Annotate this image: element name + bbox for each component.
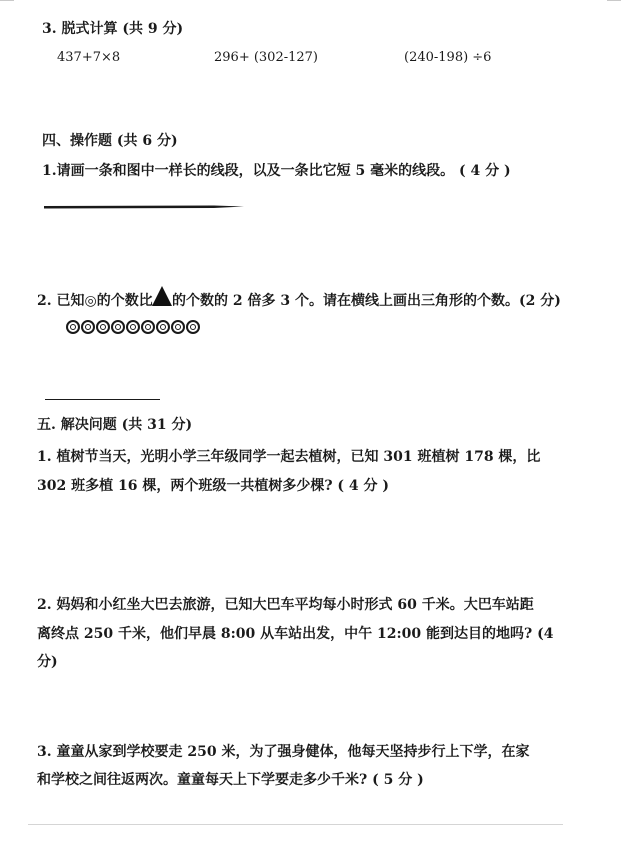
page-corner-mark-left (0, 0, 14, 1)
double-circle-icon (186, 320, 200, 334)
double-circle-icon (171, 320, 185, 334)
problem-2-line-2: 离终点 250 千米，他们早晨 8:00 从车站出发，中午 12:00 能到达目的地吗? (4 (37, 626, 554, 642)
double-circle-icon (156, 320, 170, 334)
reference-line-segment (44, 203, 248, 211)
page-corner-mark-right (607, 0, 621, 1)
problem-2-line-1: 2. 妈妈和小红坐大巴去旅游，已知大巴车平均每小时形式 60 千米。大巴车站距 (37, 597, 534, 613)
operation-question-2-part2: 的个数的 2 倍多 3 个。请在横线上画出三角形的个数。(2 分) (172, 293, 561, 309)
answer-blank-line (45, 399, 160, 400)
problem-2-line-3: 分) (37, 654, 58, 670)
problem-3-line-1: 3. 童童从家到学校要走 250 米，为了强身健体，他每天坚持步行上下学，在家 (37, 744, 530, 760)
triangle-icon (151, 285, 173, 307)
double-circle-icon (96, 320, 110, 334)
calc-problem-2: 296+ (302-127) (214, 50, 318, 65)
page-bottom-rule (28, 824, 563, 825)
double-circle-icon (141, 320, 155, 334)
section-5-heading: 五. 解决问题 (共 31 分) (37, 417, 193, 433)
double-circle-icon (126, 320, 140, 334)
calc-problem-3: (240-198) ÷6 (404, 50, 492, 65)
problem-1-line-2: 302 班多植 16 棵，两个班级一共植树多少棵? ( 4 分 ) (37, 478, 390, 494)
section-3-heading: 3. 脱式计算 (共 9 分) (42, 21, 184, 37)
double-circle-icon (111, 320, 125, 334)
double-circle-icon (81, 320, 95, 334)
section-4-heading: 四、操作题 (共 6 分) (42, 133, 178, 149)
calc-problem-1: 437+7×8 (57, 50, 121, 65)
double-circle-icon (66, 320, 80, 334)
operation-question-2-part1: 2. 已知◎的个数比 (37, 293, 153, 309)
problem-3-line-2: 和学校之间往返两次。童童每天上下学要走多少千米? ( 5 分 ) (37, 772, 424, 788)
problem-1-line-1: 1. 植树节当天，光明小学三年级同学一起去植树，已知 301 班植树 178 棵，比 (37, 449, 541, 465)
operation-question-1: 1.请画一条和图中一样长的线段，以及一条比它短 5 毫米的线段。 ( 4 分 ) (42, 163, 511, 179)
double-circle-row (66, 320, 200, 334)
